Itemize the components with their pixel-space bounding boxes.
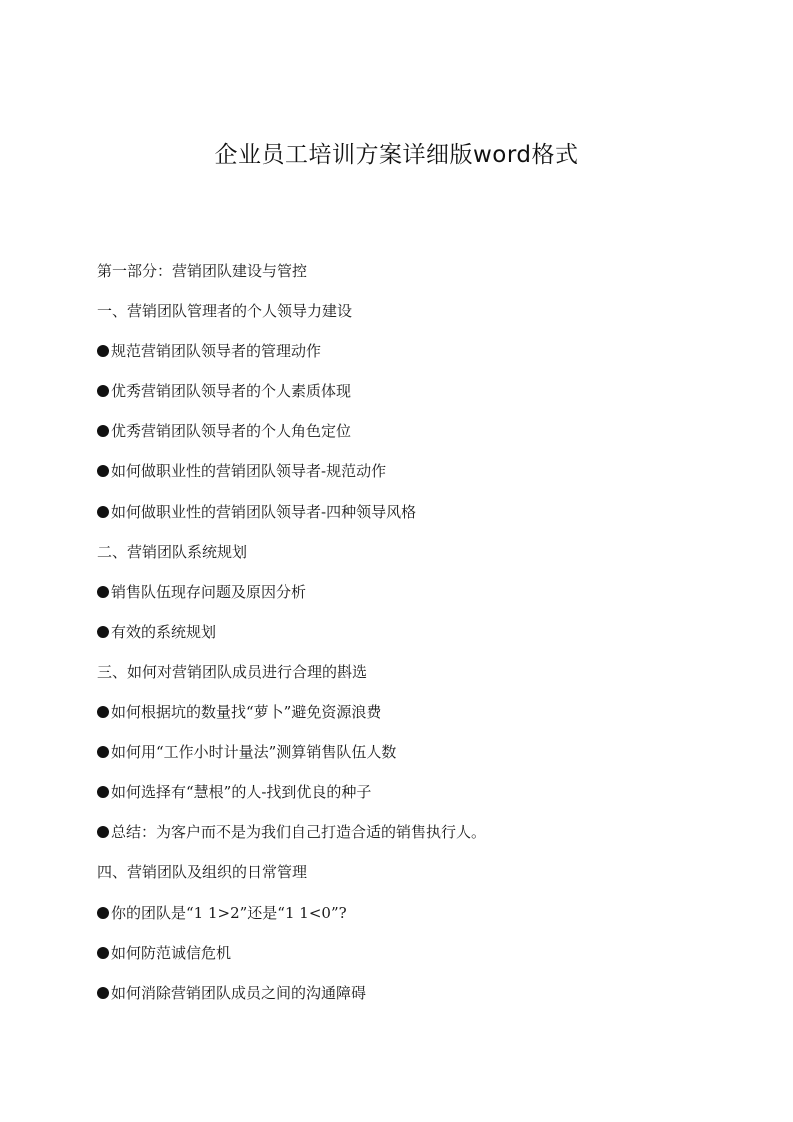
bullet-item bbox=[97, 339, 737, 379]
line-text: 三、如何对营销团队成员进行合理的斟选 bbox=[97, 662, 368, 681]
bullet-icon bbox=[97, 706, 109, 718]
bullet-item bbox=[97, 981, 737, 1021]
line-text: 如何做职业性的营销团队领导者-规范动作 bbox=[111, 462, 387, 481]
bullet-icon bbox=[97, 626, 109, 638]
bullet-item bbox=[97, 500, 737, 540]
bullet-item bbox=[97, 419, 737, 459]
line-text: 有效的系统规划 bbox=[111, 622, 217, 641]
line-text: 第一部分：营销团队建设与管控 bbox=[97, 262, 308, 280]
line-text: 优秀营销团队领导者的个人角色定位 bbox=[111, 422, 352, 441]
bullet-icon bbox=[97, 947, 109, 959]
bullet-item bbox=[97, 620, 737, 660]
bullet-icon bbox=[97, 786, 109, 798]
bullet-icon bbox=[97, 987, 109, 999]
bullet-item bbox=[97, 379, 737, 419]
line-text: 如何选择有“慧根”的人-找到优良的种子 bbox=[111, 783, 372, 802]
section-heading bbox=[97, 299, 737, 339]
bullet-icon bbox=[97, 345, 109, 357]
bullet-item bbox=[97, 700, 737, 740]
line-text: 二、营销团队系统规划 bbox=[97, 542, 248, 561]
document-title: 企业员工培训方案详细版word格式 bbox=[214, 142, 579, 168]
bullet-icon bbox=[97, 465, 109, 477]
line-text: 如何防范诚信危机 bbox=[111, 943, 232, 962]
line-text: 销售队伍现存问题及原因分析 bbox=[111, 582, 307, 601]
section-heading bbox=[97, 660, 737, 700]
line-text: 如何根据坑的数量找“萝卜”避免资源浪费 bbox=[111, 703, 382, 722]
bullet-icon bbox=[97, 746, 109, 758]
line-text: 你的团队是“1 1>2”还是“1 1<0”? bbox=[111, 903, 347, 922]
bullet-icon bbox=[97, 826, 109, 838]
section-heading bbox=[97, 540, 737, 580]
line-text: 一、营销团队管理者的个人领导力建设 bbox=[97, 302, 353, 321]
section-heading bbox=[97, 860, 737, 900]
line-text: 总结：为客户而不是为我们自己打造合适的销售执行人。 bbox=[111, 823, 487, 842]
bullet-item bbox=[97, 901, 737, 941]
line-text: 如何用“工作小时计量法”测算销售队伍人数 bbox=[111, 743, 397, 762]
bullet-icon bbox=[97, 586, 109, 598]
bullet-icon bbox=[97, 425, 109, 437]
bullet-item bbox=[97, 740, 737, 780]
line-text: 如何消除营销团队成员之间的沟通障碍 bbox=[111, 983, 367, 1002]
bullet-item bbox=[97, 580, 737, 620]
bullet-item bbox=[97, 459, 737, 499]
line-text: 规范营销团队领导者的管理动作 bbox=[111, 342, 322, 361]
bullet-icon bbox=[97, 907, 109, 919]
bullet-icon bbox=[97, 506, 109, 518]
bullet-icon bbox=[97, 385, 109, 397]
line-text: 优秀营销团队领导者的个人素质体现 bbox=[111, 382, 352, 401]
line-text: 如何做职业性的营销团队领导者-四种领导风格 bbox=[111, 502, 417, 521]
bullet-item bbox=[97, 941, 737, 981]
document-body bbox=[97, 259, 737, 1021]
bullet-item bbox=[97, 780, 737, 820]
section-heading bbox=[97, 259, 737, 299]
bullet-item bbox=[97, 820, 737, 860]
line-text: 四、营销团队及组织的日常管理 bbox=[97, 863, 308, 882]
